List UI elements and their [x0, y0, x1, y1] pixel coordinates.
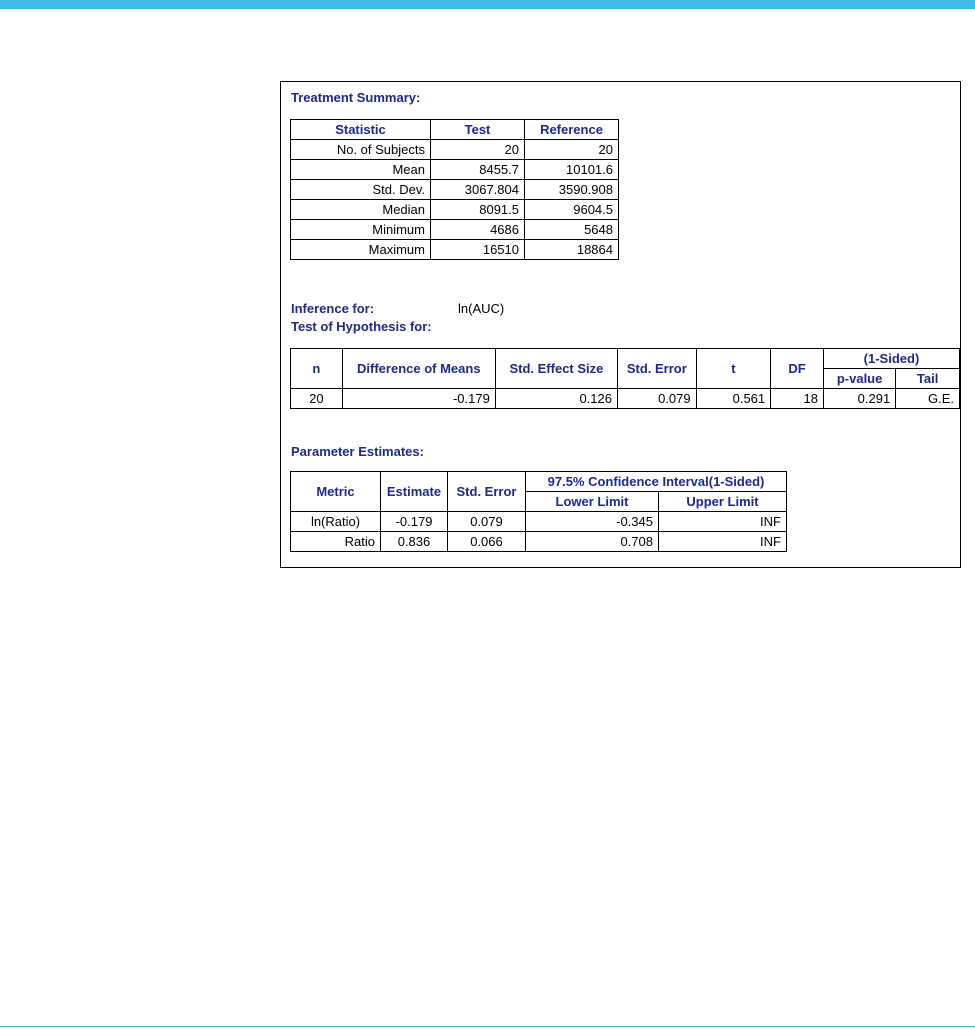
column-header: Upper Limit: [659, 492, 787, 512]
table-cell: 20: [525, 140, 619, 160]
table-header-row: [291, 472, 787, 492]
table-cell: 9604.5: [525, 200, 619, 220]
table-cell: 8091.5: [431, 200, 525, 220]
table-header-row: [291, 120, 619, 140]
column-header: Statistic: [291, 120, 431, 140]
table-cell: 0.079: [618, 389, 697, 409]
table-row: [291, 240, 619, 260]
table-cell: G.E.: [896, 389, 960, 409]
table-cell: No. of Subjects: [291, 140, 431, 160]
table-cell: 0.708: [526, 532, 659, 552]
table-cell: 0.126: [495, 389, 617, 409]
table-cell: 8455.7: [431, 160, 525, 180]
table-cell: 0.836: [381, 532, 448, 552]
table-cell: Minimum: [291, 220, 431, 240]
table-cell: 3590.908: [525, 180, 619, 200]
column-header: p-value: [823, 369, 895, 389]
table-cell: Ratio: [291, 532, 381, 552]
column-header: Lower Limit: [526, 492, 659, 512]
table-row: [291, 140, 619, 160]
table-row: [291, 512, 787, 532]
column-header: Std. Effect Size: [495, 349, 617, 389]
table-cell: 16510: [431, 240, 525, 260]
table-row: [291, 180, 619, 200]
column-group-header: 97.5% Confidence Interval(1-Sided): [526, 472, 787, 492]
results-panel: [280, 81, 961, 568]
table-cell: INF: [659, 512, 787, 532]
table-cell: 3067.804: [431, 180, 525, 200]
table-row: [291, 389, 960, 409]
column-header: Test: [431, 120, 525, 140]
table-cell: Mean: [291, 160, 431, 180]
column-header: n: [291, 349, 343, 389]
hypothesis-table: [290, 348, 960, 409]
top-accent-bar: [0, 0, 975, 9]
column-group-header: (1-Sided): [823, 349, 959, 369]
column-header: Std. Error: [618, 349, 697, 389]
table-cell: 4686: [431, 220, 525, 240]
table-row: [291, 200, 619, 220]
treatment-summary-title: Treatment Summary:: [291, 90, 421, 105]
column-header: Std. Error: [448, 472, 526, 512]
table-cell: -0.179: [381, 512, 448, 532]
table-cell: Median: [291, 200, 431, 220]
column-header: Estimate: [381, 472, 448, 512]
column-header: Metric: [291, 472, 381, 512]
table-cell: 0.561: [696, 389, 771, 409]
parameter-estimates-table: [290, 471, 787, 552]
table-cell: INF: [659, 532, 787, 552]
table-cell: 20: [431, 140, 525, 160]
table-cell: 5648: [525, 220, 619, 240]
table-cell: 0.066: [448, 532, 526, 552]
parameter-estimates-title: Parameter Estimates:: [291, 444, 424, 459]
table-cell: 0.079: [448, 512, 526, 532]
table-cell: 20: [291, 389, 343, 409]
table-row: [291, 532, 787, 552]
column-header: Tail: [896, 369, 960, 389]
hypothesis-title: Test of Hypothesis for:: [291, 319, 432, 334]
table-cell: 18: [771, 389, 824, 409]
column-header: Reference: [525, 120, 619, 140]
table-cell: 10101.6: [525, 160, 619, 180]
table-cell: 0.291: [823, 389, 895, 409]
treatment-summary-table: [290, 119, 619, 260]
table-cell: ln(Ratio): [291, 512, 381, 532]
table-header-row: [291, 349, 960, 369]
table-cell: Maximum: [291, 240, 431, 260]
table-cell: Std. Dev.: [291, 180, 431, 200]
table-cell: 18864: [525, 240, 619, 260]
column-header: t: [696, 349, 771, 389]
table-cell: -0.179: [342, 389, 495, 409]
column-header: Difference of Means: [342, 349, 495, 389]
inference-value: ln(AUC): [458, 301, 505, 316]
inference-label: Inference for:: [291, 301, 375, 316]
table-row: [291, 220, 619, 240]
table-row: [291, 160, 619, 180]
bottom-divider: [0, 1026, 975, 1027]
column-header: DF: [771, 349, 824, 389]
table-cell: -0.345: [526, 512, 659, 532]
